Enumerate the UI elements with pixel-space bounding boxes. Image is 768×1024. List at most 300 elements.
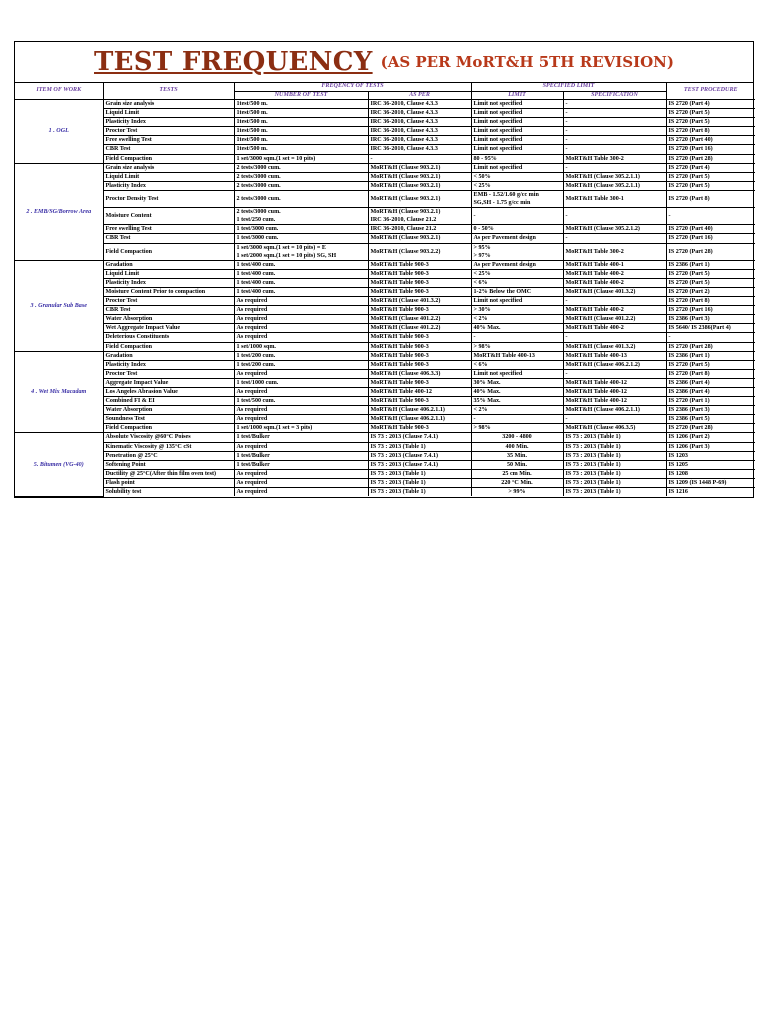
table-row: [15, 460, 755, 469]
cell-test-name: Proctor Density Test: [103, 190, 234, 207]
cell-limit: < 2%: [471, 315, 563, 324]
cell-number-of-test: 1test/500 m.: [234, 118, 368, 127]
cell-test-name: Field Compaction: [103, 342, 234, 351]
cell-test-procedure: IS 1209 (IS 1448 P-69): [666, 478, 755, 487]
cell-specification: -: [563, 127, 666, 136]
cell-test-procedure: IS 2720 (Part 28): [666, 424, 755, 433]
cell-specification: MoRT&H Table 400-13: [563, 351, 666, 360]
cell-test-name: Field Compaction: [103, 154, 234, 163]
cell-test-name: Flash point: [103, 478, 234, 487]
cell-test-name: Plasticity Index: [103, 181, 234, 190]
cell-number-of-test: As required: [234, 297, 368, 306]
cell-number-of-test: 1 set/1000 sqm.: [234, 342, 368, 351]
item-of-work-cell: 3 . Granular Sub Base: [15, 260, 103, 351]
cell-test-name: Penetration @ 25°C: [103, 451, 234, 460]
cell-test-name: Field Compaction: [103, 243, 234, 260]
cell-limit: -: [471, 415, 563, 424]
table-row: [15, 190, 755, 207]
cell-as-per: MoRT&H (Clause 401.3.2): [368, 297, 471, 306]
cell-limit: > 30%: [471, 306, 563, 315]
cell-number-of-test: 1 test/400 cum.: [234, 278, 368, 287]
cell-test-procedure: IS 2386 (Part 3): [666, 315, 755, 324]
cell-limit: MoRT&H Table 400-13: [471, 351, 563, 360]
table-row: [15, 378, 755, 387]
cell-as-per: MoRT&H Table 900-3: [368, 424, 471, 433]
cell-specification: -: [563, 100, 666, 109]
cell-test-name: Gradation: [103, 351, 234, 360]
cell-test-procedure: IS 2386 (Part 1): [666, 351, 755, 360]
cell-number-of-test: As required: [234, 333, 368, 342]
cell-number-of-test-line: 1 set/3000 sqm.(1 set = 10 pits) = E: [236, 244, 326, 251]
cell-limit: -: [471, 333, 563, 342]
cell-as-per: MoRT&H (Clause 406.3.3): [368, 369, 471, 378]
cell-test-name: Aggregate Impact Value: [103, 378, 234, 387]
table-row: [15, 208, 755, 225]
cell-specification: MoRT&H (Clause 305.2.1.2): [563, 225, 666, 234]
table-row: [15, 234, 755, 243]
cell-number-of-test-line: 1 set/2000 sqm.(1 set = 10 pits) SG, SH: [236, 252, 337, 259]
cell-number-of-test: 2 tests/3000 cum.: [234, 190, 368, 207]
table-row: [15, 451, 755, 460]
cell-number-of-test: 1 test/200 cum.: [234, 360, 368, 369]
cell-test-procedure: IS 1203: [666, 451, 755, 460]
cell-specification: MoRT&H (Clause 406.2.1.2): [563, 360, 666, 369]
table-row: [15, 306, 755, 315]
header-row-1: [15, 83, 755, 91]
cell-test-name: CBR Test: [103, 145, 234, 154]
cell-test-procedure: IS 1216: [666, 488, 755, 497]
cell-number-of-test: As required: [234, 369, 368, 378]
cell-test-procedure: IS 2720 (Part 8): [666, 127, 755, 136]
cell-specification: MoRT&H (Clause 406.3.5): [563, 424, 666, 433]
cell-limit: Limit not specified: [471, 109, 563, 118]
cell-test-procedure: IS 2720 (Part 5): [666, 172, 755, 181]
cell-test-procedure: IS 2720 (Part 40): [666, 136, 755, 145]
cell-specification: MoRT&H Table 400-12: [563, 397, 666, 406]
cell-limit: Limit not specified: [471, 136, 563, 145]
cell-as-per: IRC 36-2010, Clause 4.3.3: [368, 145, 471, 154]
cell-as-per: IS 73 : 2013 (Clause 7.4.1): [368, 460, 471, 469]
cell-as-per: IRC 36-2010, Clause 4.3.3: [368, 109, 471, 118]
cell-limit: 400 Min.: [471, 442, 563, 451]
cell-as-per: MoRT&H Table 900-3: [368, 287, 471, 296]
cell-test-name: Solubility test: [103, 488, 234, 497]
cell-number-of-test: 1test/500 m.: [234, 136, 368, 145]
cell-as-per: MoRT&H Table 900-3: [368, 278, 471, 287]
table-row: [15, 469, 755, 478]
cell-test-procedure: IS 2720 (Part 8): [666, 369, 755, 378]
cell-specification: IS 73 : 2013 (Table 1): [563, 451, 666, 460]
table-row: [15, 163, 755, 172]
test-frequency-table: [15, 83, 755, 497]
cell-as-per: MoRT&H Table 900-3: [368, 351, 471, 360]
cell-test-procedure: IS 2720 (Part 4): [666, 163, 755, 172]
header-frequency-group: FREQENCY OF TESTS: [234, 83, 471, 91]
cell-limit: < 6%: [471, 278, 563, 287]
cell-specification: MoRT&H Table 400-12: [563, 388, 666, 397]
cell-test-name: Plasticity Index: [103, 278, 234, 287]
cell-limit: Limit not specified: [471, 163, 563, 172]
cell-number-of-test: As required: [234, 488, 368, 497]
cell-as-per: MoRT&H (Clause 903.2.1): [368, 190, 471, 207]
cell-number-of-test: As required: [234, 306, 368, 315]
table-row: [15, 109, 755, 118]
cell-specification: MoRT&H (Clause 406.2.1.1): [563, 406, 666, 415]
cell-specification: -: [563, 234, 666, 243]
cell-test-name: CBR Test: [103, 234, 234, 243]
cell-test-procedure: IS 2720 (Part 2): [666, 287, 755, 296]
cell-specification: -: [563, 109, 666, 118]
header-limit: LIMIT: [471, 91, 563, 100]
table-row: [15, 388, 755, 397]
cell-test-procedure: IS 2720 (Part 5): [666, 269, 755, 278]
header-test-procedure: TEST PROCEDURE: [666, 83, 755, 100]
cell-limit-line: > 95%: [473, 244, 491, 251]
cell-test-name: Free swelling Test: [103, 136, 234, 145]
table-row: [15, 260, 755, 269]
cell-test-name: Combined FI & EI: [103, 397, 234, 406]
cell-as-per: MoRT&H (Clause 406.2.1.1): [368, 415, 471, 424]
cell-number-of-test: [234, 208, 368, 225]
cell-test-procedure: IS 2720 (Part 28): [666, 243, 755, 260]
cell-as-per: IRC 36-2010, Clause 4.3.3: [368, 118, 471, 127]
cell-number-of-test: As required: [234, 415, 368, 424]
cell-as-per: MoRT&H Table 900-3: [368, 269, 471, 278]
table-row: [15, 488, 755, 497]
item-of-work-cell: 2 . EMB/SG/Borrow Area: [15, 163, 103, 260]
cell-limit: 30% Max.: [471, 378, 563, 387]
page-subtitle: (AS PER MoRT&H 5TH REVISION): [380, 53, 674, 71]
cell-specification: MoRT&H Table 300-2: [563, 154, 666, 163]
cell-test-procedure: IS 2720 (Part 16): [666, 306, 755, 315]
cell-specification: -: [563, 369, 666, 378]
cell-test-procedure: IS 2720 (Part 8): [666, 297, 755, 306]
table-row: [15, 415, 755, 424]
table-row: [15, 181, 755, 190]
cell-number-of-test: 1 test/400 cum.: [234, 269, 368, 278]
cell-limit: Limit not specified: [471, 297, 563, 306]
cell-specification: -: [563, 297, 666, 306]
cell-specification: IS 73 : 2013 (Table 1): [563, 460, 666, 469]
item-of-work-cell: 5. Bitumen (VG-40): [15, 433, 103, 496]
cell-number-of-test: As required: [234, 442, 368, 451]
cell-test-procedure: IS 2720 (Part 1): [666, 397, 755, 406]
table-row: [15, 127, 755, 136]
cell-number-of-test: 1test/500 m.: [234, 100, 368, 109]
item-of-work-cell: 4 . Wet Mix Macadam: [15, 351, 103, 433]
cell-test-name: Liquid Limit: [103, 109, 234, 118]
cell-test-procedure: -: [666, 208, 755, 225]
cell-as-per: MoRT&H Table 900-3: [368, 342, 471, 351]
cell-test-name: Kinematic Viscosity @ 135°C cSt: [103, 442, 234, 451]
table-row: [15, 324, 755, 333]
cell-number-of-test-line: 1 test/250 cum.: [236, 217, 276, 224]
cell-number-of-test: 1 set/3000 sqm.(1 set = 10 pits): [234, 154, 368, 163]
cell-limit: Limit not specified: [471, 369, 563, 378]
table-row: [15, 315, 755, 324]
cell-number-of-test: As required: [234, 469, 368, 478]
cell-limit: 50 Min.: [471, 460, 563, 469]
cell-test-procedure: -: [666, 333, 755, 342]
cell-limit: [471, 243, 563, 260]
cell-as-per: IRC 36-2010, Clause 4.3.3: [368, 100, 471, 109]
cell-number-of-test: 1 test/1000 cum.: [234, 378, 368, 387]
cell-as-per: -: [368, 154, 471, 163]
cell-test-procedure: IS 2720 (Part 40): [666, 225, 755, 234]
table-row: [15, 360, 755, 369]
table-row: [15, 333, 755, 342]
cell-test-name: Liquid Limit: [103, 172, 234, 181]
cell-number-of-test: 1 test/Bulker: [234, 451, 368, 460]
cell-as-per: MoRT&H Table 900-3: [368, 260, 471, 269]
cell-specification: IS 73 : 2013 (Table 1): [563, 433, 666, 442]
cell-test-name: Grain size analysis: [103, 163, 234, 172]
cell-limit: 3200 - 4800: [471, 433, 563, 442]
cell-test-name: Moisture Content: [103, 208, 234, 225]
cell-as-per-line: MoRT&H (Clause 903.2.1): [370, 209, 441, 216]
cell-specification: -: [563, 145, 666, 154]
cell-test-name: Ductility @ 25°C(After thin film oven test): [103, 469, 234, 478]
table-row: [15, 342, 755, 351]
cell-number-of-test: 2 tests/3000 cum.: [234, 181, 368, 190]
cell-test-procedure: IS 1208: [666, 469, 755, 478]
table-row: [15, 478, 755, 487]
cell-test-procedure: IS 2720 (Part 5): [666, 278, 755, 287]
cell-number-of-test: As required: [234, 315, 368, 324]
table-row: [15, 172, 755, 181]
table-row: [15, 297, 755, 306]
cell-as-per: IRC 36-2010, Clause 4.3.3: [368, 136, 471, 145]
cell-as-per: IRC 36-2010, Clause 21.2: [368, 225, 471, 234]
cell-specification: MoRT&H Table 400-2: [563, 306, 666, 315]
cell-test-procedure: IS 2720 (Part 4): [666, 100, 755, 109]
cell-test-procedure: IS 2720 (Part 28): [666, 154, 755, 163]
cell-specification: -: [563, 136, 666, 145]
table-row: [15, 225, 755, 234]
table-row: [15, 442, 755, 451]
cell-as-per: IS 73 : 2013 (Table 1): [368, 488, 471, 497]
cell-test-procedure: IS 2386 (Part 4): [666, 388, 755, 397]
cell-test-name: Softening Point: [103, 460, 234, 469]
table-row: [15, 424, 755, 433]
cell-specification: IS 73 : 2013 (Table 1): [563, 469, 666, 478]
cell-as-per: MoRT&H (Clause 903.2.1): [368, 181, 471, 190]
cell-as-per: MoRT&H (Clause 406.2.1.1): [368, 406, 471, 415]
cell-as-per: MoRT&H (Clause 401.2.2): [368, 324, 471, 333]
cell-test-procedure: IS 1206 (Part 3): [666, 442, 755, 451]
cell-specification: MoRT&H Table 400-1: [563, 260, 666, 269]
cell-limit: 1-2% Below the OMC: [471, 287, 563, 296]
test-frequency-sheet: [14, 41, 754, 498]
table-row: [15, 351, 755, 360]
cell-limit: -: [471, 208, 563, 225]
header-number-of-test: NUMBER OF TEST: [234, 91, 368, 100]
cell-limit: [471, 190, 563, 207]
cell-test-name: Absolute Viscosity @60°C Poises: [103, 433, 234, 442]
cell-test-name: Moisture Content Prior to compaction: [103, 287, 234, 296]
page-title: TEST FREQUENCY: [94, 47, 373, 77]
cell-test-procedure: IS 2386 (Part 5): [666, 415, 755, 424]
cell-test-procedure: IS 2720 (Part 5): [666, 118, 755, 127]
cell-test-name: Proctor Test: [103, 297, 234, 306]
cell-specification: -: [563, 333, 666, 342]
cell-specification: MoRT&H (Clause 401.3.2): [563, 342, 666, 351]
cell-test-procedure: IS 2720 (Part 5): [666, 360, 755, 369]
cell-test-name: Proctor Test: [103, 369, 234, 378]
cell-limit: < 50%: [471, 172, 563, 181]
cell-as-per: MoRT&H Table 900-3: [368, 397, 471, 406]
cell-specification: MoRT&H (Clause 401.3.2): [563, 287, 666, 296]
cell-limit: < 2%: [471, 406, 563, 415]
table-row: [15, 136, 755, 145]
cell-test-procedure: IS 2386 (Part 4): [666, 378, 755, 387]
cell-as-per: IS 73 : 2013 (Clause 7.4.1): [368, 451, 471, 460]
cell-specification: -: [563, 415, 666, 424]
table-row: [15, 100, 755, 109]
table-row: [15, 154, 755, 163]
cell-number-of-test: 1 test/200 cum.: [234, 351, 368, 360]
cell-specification: MoRT&H (Clause 305.2.1.1): [563, 172, 666, 181]
cell-as-per: MoRT&H Table 900-3: [368, 378, 471, 387]
header-specification: SPECIFICATION: [563, 91, 666, 100]
cell-test-procedure: IS 1205: [666, 460, 755, 469]
cell-number-of-test: 2 tests/3000 cum.: [234, 172, 368, 181]
cell-test-procedure: IS 2720 (Part 8): [666, 190, 755, 207]
cell-as-per: MoRT&H Table 900-3: [368, 333, 471, 342]
header-as-per: AS PER: [368, 91, 471, 100]
cell-as-per: MoRT&H (Clause 401.2.2): [368, 315, 471, 324]
cell-specification: IS 73 : 2013 (Table 1): [563, 488, 666, 497]
cell-limit: 35 Min.: [471, 451, 563, 460]
cell-specification: MoRT&H Table 400-2: [563, 278, 666, 287]
cell-specification: IS 73 : 2013 (Table 1): [563, 442, 666, 451]
cell-limit-line: SG,SH - 1.75 g/cc min: [473, 200, 531, 207]
cell-test-name: Water Absorption: [103, 315, 234, 324]
cell-as-per: MoRT&H (Clause 903.2.1): [368, 163, 471, 172]
cell-as-per: [368, 208, 471, 225]
cell-test-procedure: IS 1206 (Part 2): [666, 433, 755, 442]
cell-as-per-line: IRC 36-2010, Clause 21.2: [370, 217, 437, 224]
cell-limit: 40% Max.: [471, 324, 563, 333]
table-row: [15, 406, 755, 415]
cell-test-name: Proctor Test: [103, 127, 234, 136]
title-row: [15, 42, 753, 83]
cell-specification: IS 73 : 2013 (Table 1): [563, 478, 666, 487]
cell-specification: -: [563, 208, 666, 225]
cell-test-name: Soundness Test: [103, 415, 234, 424]
cell-test-name: Liquid Limit: [103, 269, 234, 278]
cell-limit-line: > 97%: [473, 252, 491, 259]
cell-limit: < 25%: [471, 269, 563, 278]
cell-test-name: Field Compaction: [103, 424, 234, 433]
cell-limit: < 25%: [471, 181, 563, 190]
table-row: [15, 145, 755, 154]
cell-number-of-test: As required: [234, 478, 368, 487]
cell-limit: Limit not specified: [471, 145, 563, 154]
cell-as-per: MoRT&H Table 900-3: [368, 360, 471, 369]
cell-test-procedure: IS 2720 (Part 28): [666, 342, 755, 351]
cell-number-of-test: As required: [234, 388, 368, 397]
table-row: [15, 433, 755, 442]
cell-test-procedure: IS 2720 (Part 5): [666, 109, 755, 118]
cell-specification: MoRT&H (Clause 401.2.2): [563, 315, 666, 324]
cell-number-of-test: 2 tests/3000 cum.: [234, 163, 368, 172]
item-of-work-cell: 1 . OGL: [15, 100, 103, 164]
cell-specification: MoRT&H Table 400-2: [563, 269, 666, 278]
cell-number-of-test: 1 test/3000 cum.: [234, 225, 368, 234]
cell-limit: > 98%: [471, 424, 563, 433]
header-specified-limit-group: SPECIFIED LIMIT: [471, 83, 666, 91]
cell-test-name: Free swelling Test: [103, 225, 234, 234]
cell-test-name: CBR Test: [103, 306, 234, 315]
cell-number-of-test: 1 test/500 cum.: [234, 397, 368, 406]
cell-as-per: MoRT&H (Clause 903.2.1): [368, 172, 471, 181]
cell-test-procedure: IS 5640/ IS 2386(Part 4): [666, 324, 755, 333]
cell-test-name: Plasticity Index: [103, 360, 234, 369]
cell-test-name: Wet Aggregate Impact Value: [103, 324, 234, 333]
cell-limit: 0 - 50%: [471, 225, 563, 234]
cell-test-name: Los Angeles Abrasion Value: [103, 388, 234, 397]
cell-number-of-test: As required: [234, 324, 368, 333]
table-body: [15, 100, 755, 497]
cell-test-procedure: IS 2720 (Part 16): [666, 145, 755, 154]
cell-number-of-test: As required: [234, 406, 368, 415]
cell-number-of-test: 1test/500 m.: [234, 109, 368, 118]
cell-number-of-test: 1 test/400 cum.: [234, 287, 368, 296]
cell-limit: 80 - 95%: [471, 154, 563, 163]
table-row: [15, 369, 755, 378]
cell-test-name: Grain size analysis: [103, 100, 234, 109]
cell-as-per: MoRT&H (Clause 903.2.1): [368, 234, 471, 243]
cell-test-procedure: IS 2720 (Part 16): [666, 234, 755, 243]
cell-test-name: Deleterious Constituents: [103, 333, 234, 342]
cell-limit: As per Pavement design: [471, 260, 563, 269]
cell-test-procedure: IS 2386 (Part 3): [666, 406, 755, 415]
cell-as-per: IS 73 : 2013 (Table 1): [368, 469, 471, 478]
header-tests: TESTS: [103, 83, 234, 100]
cell-as-per: IRC 36-2010, Clause 4.3.3: [368, 127, 471, 136]
cell-limit: 25 cm Min.: [471, 469, 563, 478]
table-row: [15, 118, 755, 127]
cell-specification: -: [563, 118, 666, 127]
cell-as-per: MoRT&H (Clause 903.2.2): [368, 243, 471, 260]
cell-specification: MoRT&H Table 400-12: [563, 378, 666, 387]
cell-as-per: IS 73 : 2013 (Clause 7.4.1): [368, 433, 471, 442]
cell-test-name: Plasticity Index: [103, 118, 234, 127]
cell-specification: -: [563, 163, 666, 172]
cell-limit: Limit not specified: [471, 118, 563, 127]
cell-limit: Limit not specified: [471, 127, 563, 136]
cell-specification: MoRT&H (Clause 305.2.1.1): [563, 181, 666, 190]
cell-limit: 220 °C Min.: [471, 478, 563, 487]
cell-limit: > 98%: [471, 342, 563, 351]
cell-limit: < 6%: [471, 360, 563, 369]
cell-number-of-test: 1test/500 m.: [234, 145, 368, 154]
cell-number-of-test: 1 test/400 cum.: [234, 260, 368, 269]
cell-as-per: IS 73 : 2013 (Table 1): [368, 442, 471, 451]
cell-test-procedure: IS 2386 (Part 1): [666, 260, 755, 269]
cell-limit: > 99%: [471, 488, 563, 497]
cell-specification: MoRT&H Table 400-2: [563, 324, 666, 333]
cell-number-of-test-line: 2 tests/3000 cum.: [236, 209, 281, 216]
cell-number-of-test: 1 test/3000 cum.: [234, 234, 368, 243]
cell-number-of-test: 1 test/Bulker: [234, 433, 368, 442]
cell-test-procedure: IS 2720 (Part 5): [666, 181, 755, 190]
cell-number-of-test: [234, 243, 368, 260]
cell-limit-line: EMB - 1.52/1.60 g/cc min: [473, 191, 539, 198]
cell-as-per: IS 73 : 2013 (Table 1): [368, 478, 471, 487]
cell-number-of-test: 1 test/Bulker: [234, 460, 368, 469]
